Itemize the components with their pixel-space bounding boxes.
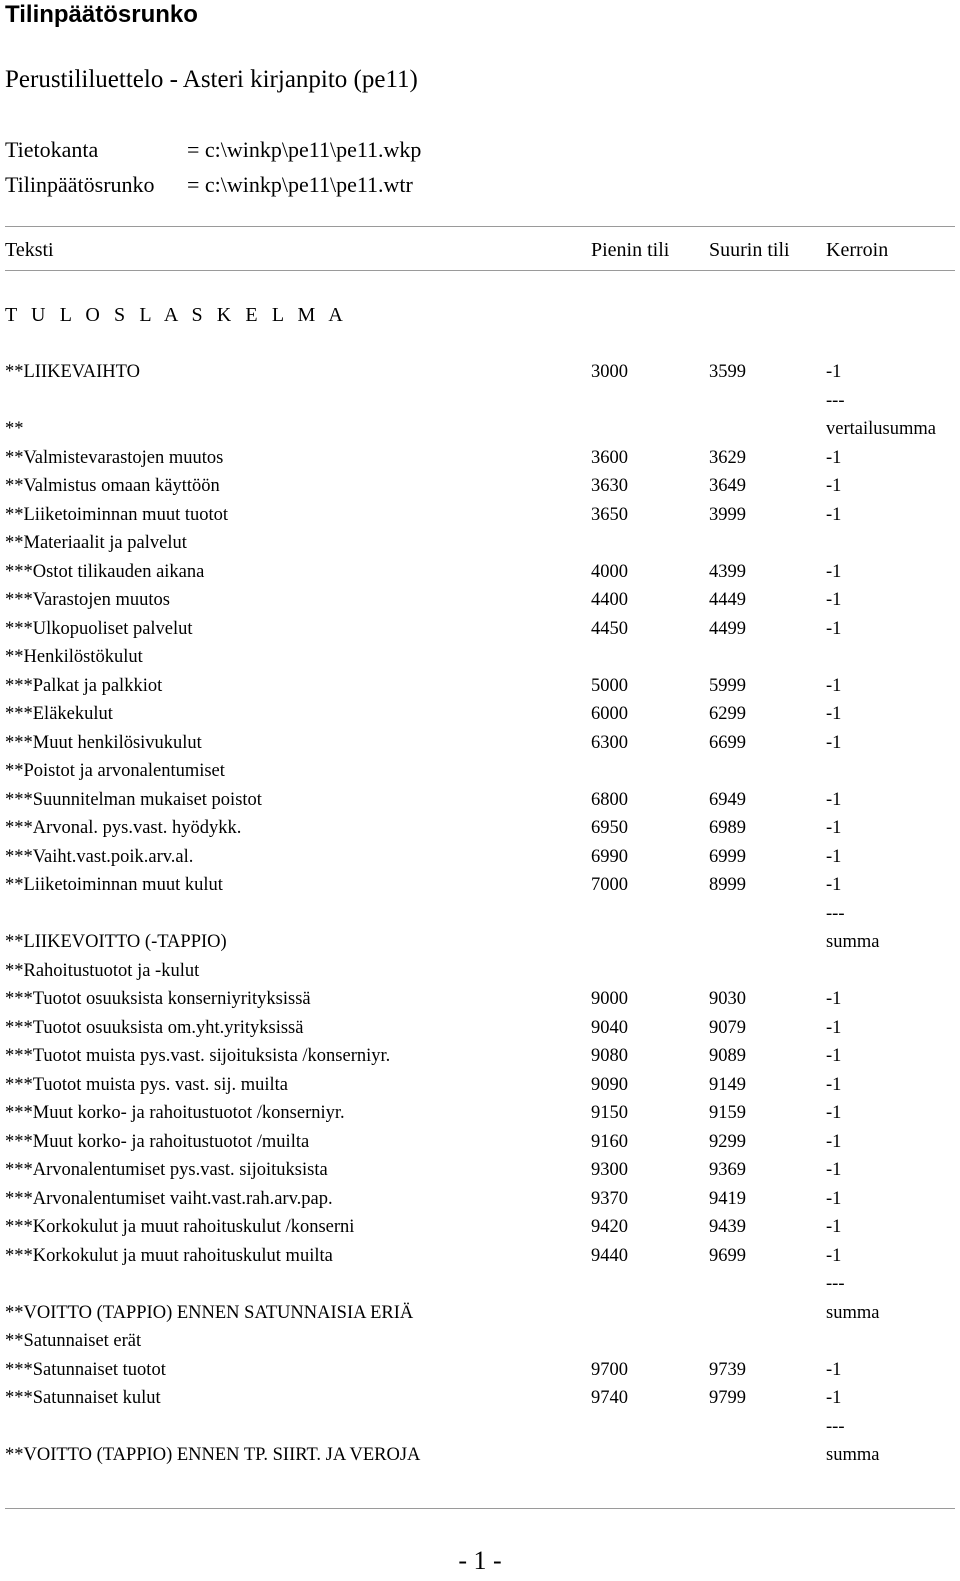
row-text: ***Korkokulut ja muut rahoituskulut /konserni [5, 1217, 355, 1237]
row-text: **Satunnaiset erät [5, 1331, 142, 1351]
table-row [0, 1242, 960, 1270]
row-text: **Henkilöstökulut [5, 647, 143, 667]
footer-rule [5, 1508, 955, 1509]
row-min-account: 9300 [591, 1160, 628, 1180]
table-row [0, 615, 960, 643]
table-row [0, 1071, 960, 1099]
row-max-account: 9799 [709, 1388, 746, 1408]
table-row [0, 1128, 960, 1156]
row-max-account: 9079 [709, 1018, 746, 1038]
table-row [0, 1213, 960, 1241]
row-min-account: 9740 [591, 1388, 628, 1408]
row-max-account: 3649 [709, 476, 746, 496]
row-multiplier: summa [826, 932, 880, 952]
row-max-account: 9369 [709, 1160, 746, 1180]
row-multiplier: -1 [826, 1246, 842, 1266]
row-min-account: 9000 [591, 989, 628, 1009]
row-min-account: 4400 [591, 590, 628, 610]
page-number: - 1 - [458, 1546, 502, 1575]
row-text: ***Arvonalentumiset vaiht.vast.rah.arv.pap. [5, 1189, 333, 1209]
row-multiplier: -1 [826, 476, 842, 496]
row-text: **Liiketoiminnan muut kulut [5, 875, 223, 895]
row-text: ***Eläkekulut [5, 704, 113, 724]
row-multiplier: --- [826, 391, 845, 411]
table-row [0, 643, 960, 671]
row-max-account: 9149 [709, 1075, 746, 1095]
row-min-account: 9420 [591, 1217, 628, 1237]
table-row [0, 871, 960, 899]
table-row [0, 558, 960, 586]
table-row [0, 843, 960, 871]
row-multiplier: -1 [826, 1388, 842, 1408]
row-min-account: 7000 [591, 875, 628, 895]
row-text: ***Korkokulut ja muut rahoituskulut muilta [5, 1246, 333, 1266]
row-multiplier: -1 [826, 1046, 842, 1066]
row-min-account: 9160 [591, 1132, 628, 1152]
row-multiplier: -1 [826, 590, 842, 610]
row-max-account: 3999 [709, 505, 746, 525]
row-text: ***Muut korko- ja rahoitustuotot /muilta [5, 1132, 310, 1152]
row-text: ***Muut henkilösivukulut [5, 733, 202, 753]
row-text: **VOITTO (TAPPIO) ENNEN SATUNNAISIA ERIÄ [5, 1303, 414, 1323]
row-text: ***Varastojen muutos [5, 590, 170, 610]
row-text: **LIIKEVAIHTO [5, 362, 140, 382]
row-text: **Valmistus omaan käyttöön [5, 476, 220, 496]
row-text: **Rahoitustuotot ja -kulut [5, 961, 200, 981]
column-header-text: Teksti [5, 239, 54, 261]
table-row [0, 529, 960, 557]
row-max-account: 5999 [709, 676, 746, 696]
meta-value: = c:\winkp\pe11\pe11.wkp [187, 137, 422, 162]
document-title: Tilinpäätösrunko [5, 1, 198, 28]
row-text: ***Tuotot osuuksista konserniyrityksissä [5, 989, 311, 1009]
row-text: **Valmistevarastojen muutos [5, 448, 224, 468]
table-row [0, 672, 960, 700]
meta-value: = c:\winkp\pe11\pe11.wtr [187, 172, 413, 197]
row-multiplier: -1 [826, 448, 842, 468]
row-min-account: 3650 [591, 505, 628, 525]
row-max-account: 6989 [709, 818, 746, 838]
table-row [0, 1356, 960, 1384]
row-text: **Liiketoiminnan muut tuotot [5, 505, 229, 525]
row-min-account: 6990 [591, 847, 628, 867]
table-row [0, 415, 960, 443]
row-multiplier: --- [826, 1274, 845, 1294]
row-text: ***Tuotot osuuksista om.yht.yrityksissä [5, 1018, 304, 1038]
table-row [0, 586, 960, 614]
row-min-account: 6000 [591, 704, 628, 724]
row-max-account: 8999 [709, 875, 746, 895]
row-min-account: 6950 [591, 818, 628, 838]
table-row [0, 1327, 960, 1355]
row-text: ***Satunnaiset tuotot [5, 1360, 166, 1380]
row-multiplier: -1 [826, 1132, 842, 1152]
row-min-account: 5000 [591, 676, 628, 696]
row-multiplier: -1 [826, 1160, 842, 1180]
row-multiplier: --- [826, 1417, 845, 1437]
table-row [0, 1014, 960, 1042]
row-max-account: 6999 [709, 847, 746, 867]
table-row [0, 358, 960, 386]
row-text: ***Ostot tilikauden aikana [5, 562, 205, 582]
table-row [0, 387, 960, 415]
row-multiplier: -1 [826, 989, 842, 1009]
table-row [0, 729, 960, 757]
meta-label: Tilinpäätösrunko [5, 172, 155, 197]
row-max-account: 9030 [709, 989, 746, 1009]
document-subtitle: Perustililuettelo - Asteri kirjanpito (pe11) [5, 66, 418, 93]
row-multiplier: -1 [826, 847, 842, 867]
row-text: ***Palkat ja palkkiot [5, 676, 163, 696]
row-max-account: 4499 [709, 619, 746, 639]
row-min-account: 9370 [591, 1189, 628, 1209]
row-text: ***Arvonal. pys.vast. hyödykk. [5, 818, 242, 838]
meta-label: Tietokanta [5, 137, 99, 162]
row-min-account: 9080 [591, 1046, 628, 1066]
row-multiplier: -1 [826, 875, 842, 895]
row-text: **Materiaalit ja palvelut [5, 533, 187, 553]
row-multiplier: -1 [826, 818, 842, 838]
row-text: ***Tuotot muista pys. vast. sij. muilta [5, 1075, 289, 1095]
row-max-account: 9439 [709, 1217, 746, 1237]
row-multiplier: -1 [826, 505, 842, 525]
row-max-account: 9299 [709, 1132, 746, 1152]
row-max-account: 6699 [709, 733, 746, 753]
column-header-multiplier: Kerroin [826, 239, 889, 261]
row-multiplier: -1 [826, 362, 842, 382]
row-multiplier: -1 [826, 1217, 842, 1237]
row-multiplier: -1 [826, 1103, 842, 1123]
row-max-account: 6299 [709, 704, 746, 724]
row-max-account: 9089 [709, 1046, 746, 1066]
row-min-account: 9040 [591, 1018, 628, 1038]
row-text: ***Muut korko- ja rahoitustuotot /konserniyr. [5, 1103, 345, 1123]
row-min-account: 4450 [591, 619, 628, 639]
table-row [0, 1299, 960, 1327]
row-multiplier: -1 [826, 562, 842, 582]
column-header-max-account: Suurin tili [709, 239, 790, 261]
row-min-account: 9150 [591, 1103, 628, 1123]
row-multiplier: -1 [826, 1360, 842, 1380]
row-max-account: 4399 [709, 562, 746, 582]
row-text: ** [5, 419, 24, 439]
row-text: ***Suunnitelman mukaiset poistot [5, 790, 262, 810]
table-row [0, 700, 960, 728]
row-multiplier: summa [826, 1445, 880, 1465]
table-row [0, 1384, 960, 1412]
table-row [0, 957, 960, 985]
column-header-min-account: Pienin tili [591, 239, 670, 261]
table-row [0, 757, 960, 785]
row-multiplier: -1 [826, 704, 842, 724]
row-text: **LIIKEVOITTO (-TAPPIO) [5, 932, 227, 952]
row-max-account: 9159 [709, 1103, 746, 1123]
row-max-account: 3629 [709, 448, 746, 468]
table-row [0, 472, 960, 500]
row-min-account: 9090 [591, 1075, 628, 1095]
row-text: **Poistot ja arvonalentumiset [5, 761, 225, 781]
table-row [0, 1441, 960, 1469]
table-row [0, 501, 960, 529]
row-max-account: 6949 [709, 790, 746, 810]
row-max-account: 3599 [709, 362, 746, 382]
row-min-account: 3630 [591, 476, 628, 496]
row-max-account: 4449 [709, 590, 746, 610]
row-min-account: 3600 [591, 448, 628, 468]
table-row [0, 900, 960, 928]
row-text: ***Arvonalentumiset pys.vast. sijoituksista [5, 1160, 328, 1180]
table-row [0, 1156, 960, 1184]
section-title: T U L O S L A S K E L M A [5, 304, 348, 326]
row-text: ***Ulkopuoliset palvelut [5, 619, 193, 639]
row-min-account: 6300 [591, 733, 628, 753]
row-multiplier: -1 [826, 733, 842, 753]
row-multiplier: --- [826, 904, 845, 924]
table-row [0, 985, 960, 1013]
row-min-account: 3000 [591, 362, 628, 382]
row-multiplier: -1 [826, 790, 842, 810]
table-row [0, 1099, 960, 1127]
row-max-account: 9739 [709, 1360, 746, 1380]
row-text: ***Tuotot muista pys.vast. sijoituksista /konserniyr. [5, 1046, 391, 1066]
row-multiplier: -1 [826, 619, 842, 639]
row-text: ***Satunnaiset kulut [5, 1388, 161, 1408]
table-row [0, 1185, 960, 1213]
table-row [0, 786, 960, 814]
row-multiplier: -1 [826, 1018, 842, 1038]
row-min-account: 6800 [591, 790, 628, 810]
row-multiplier: -1 [826, 1075, 842, 1095]
row-multiplier: -1 [826, 1189, 842, 1209]
table-row [0, 1413, 960, 1441]
table-row [0, 1270, 960, 1298]
row-multiplier: vertailusumma [826, 419, 936, 439]
table-row [0, 444, 960, 472]
row-min-account: 9700 [591, 1360, 628, 1380]
row-multiplier: summa [826, 1303, 880, 1323]
table-row [0, 814, 960, 842]
table-row [0, 928, 960, 956]
row-text: **VOITTO (TAPPIO) ENNEN TP. SIIRT. JA VEROJA [5, 1445, 421, 1465]
table-row [0, 1042, 960, 1070]
row-min-account: 4000 [591, 562, 628, 582]
row-max-account: 9699 [709, 1246, 746, 1266]
row-multiplier: -1 [826, 676, 842, 696]
row-text: ***Vaiht.vast.poik.arv.al. [5, 847, 194, 867]
row-max-account: 9419 [709, 1189, 746, 1209]
row-min-account: 9440 [591, 1246, 628, 1266]
